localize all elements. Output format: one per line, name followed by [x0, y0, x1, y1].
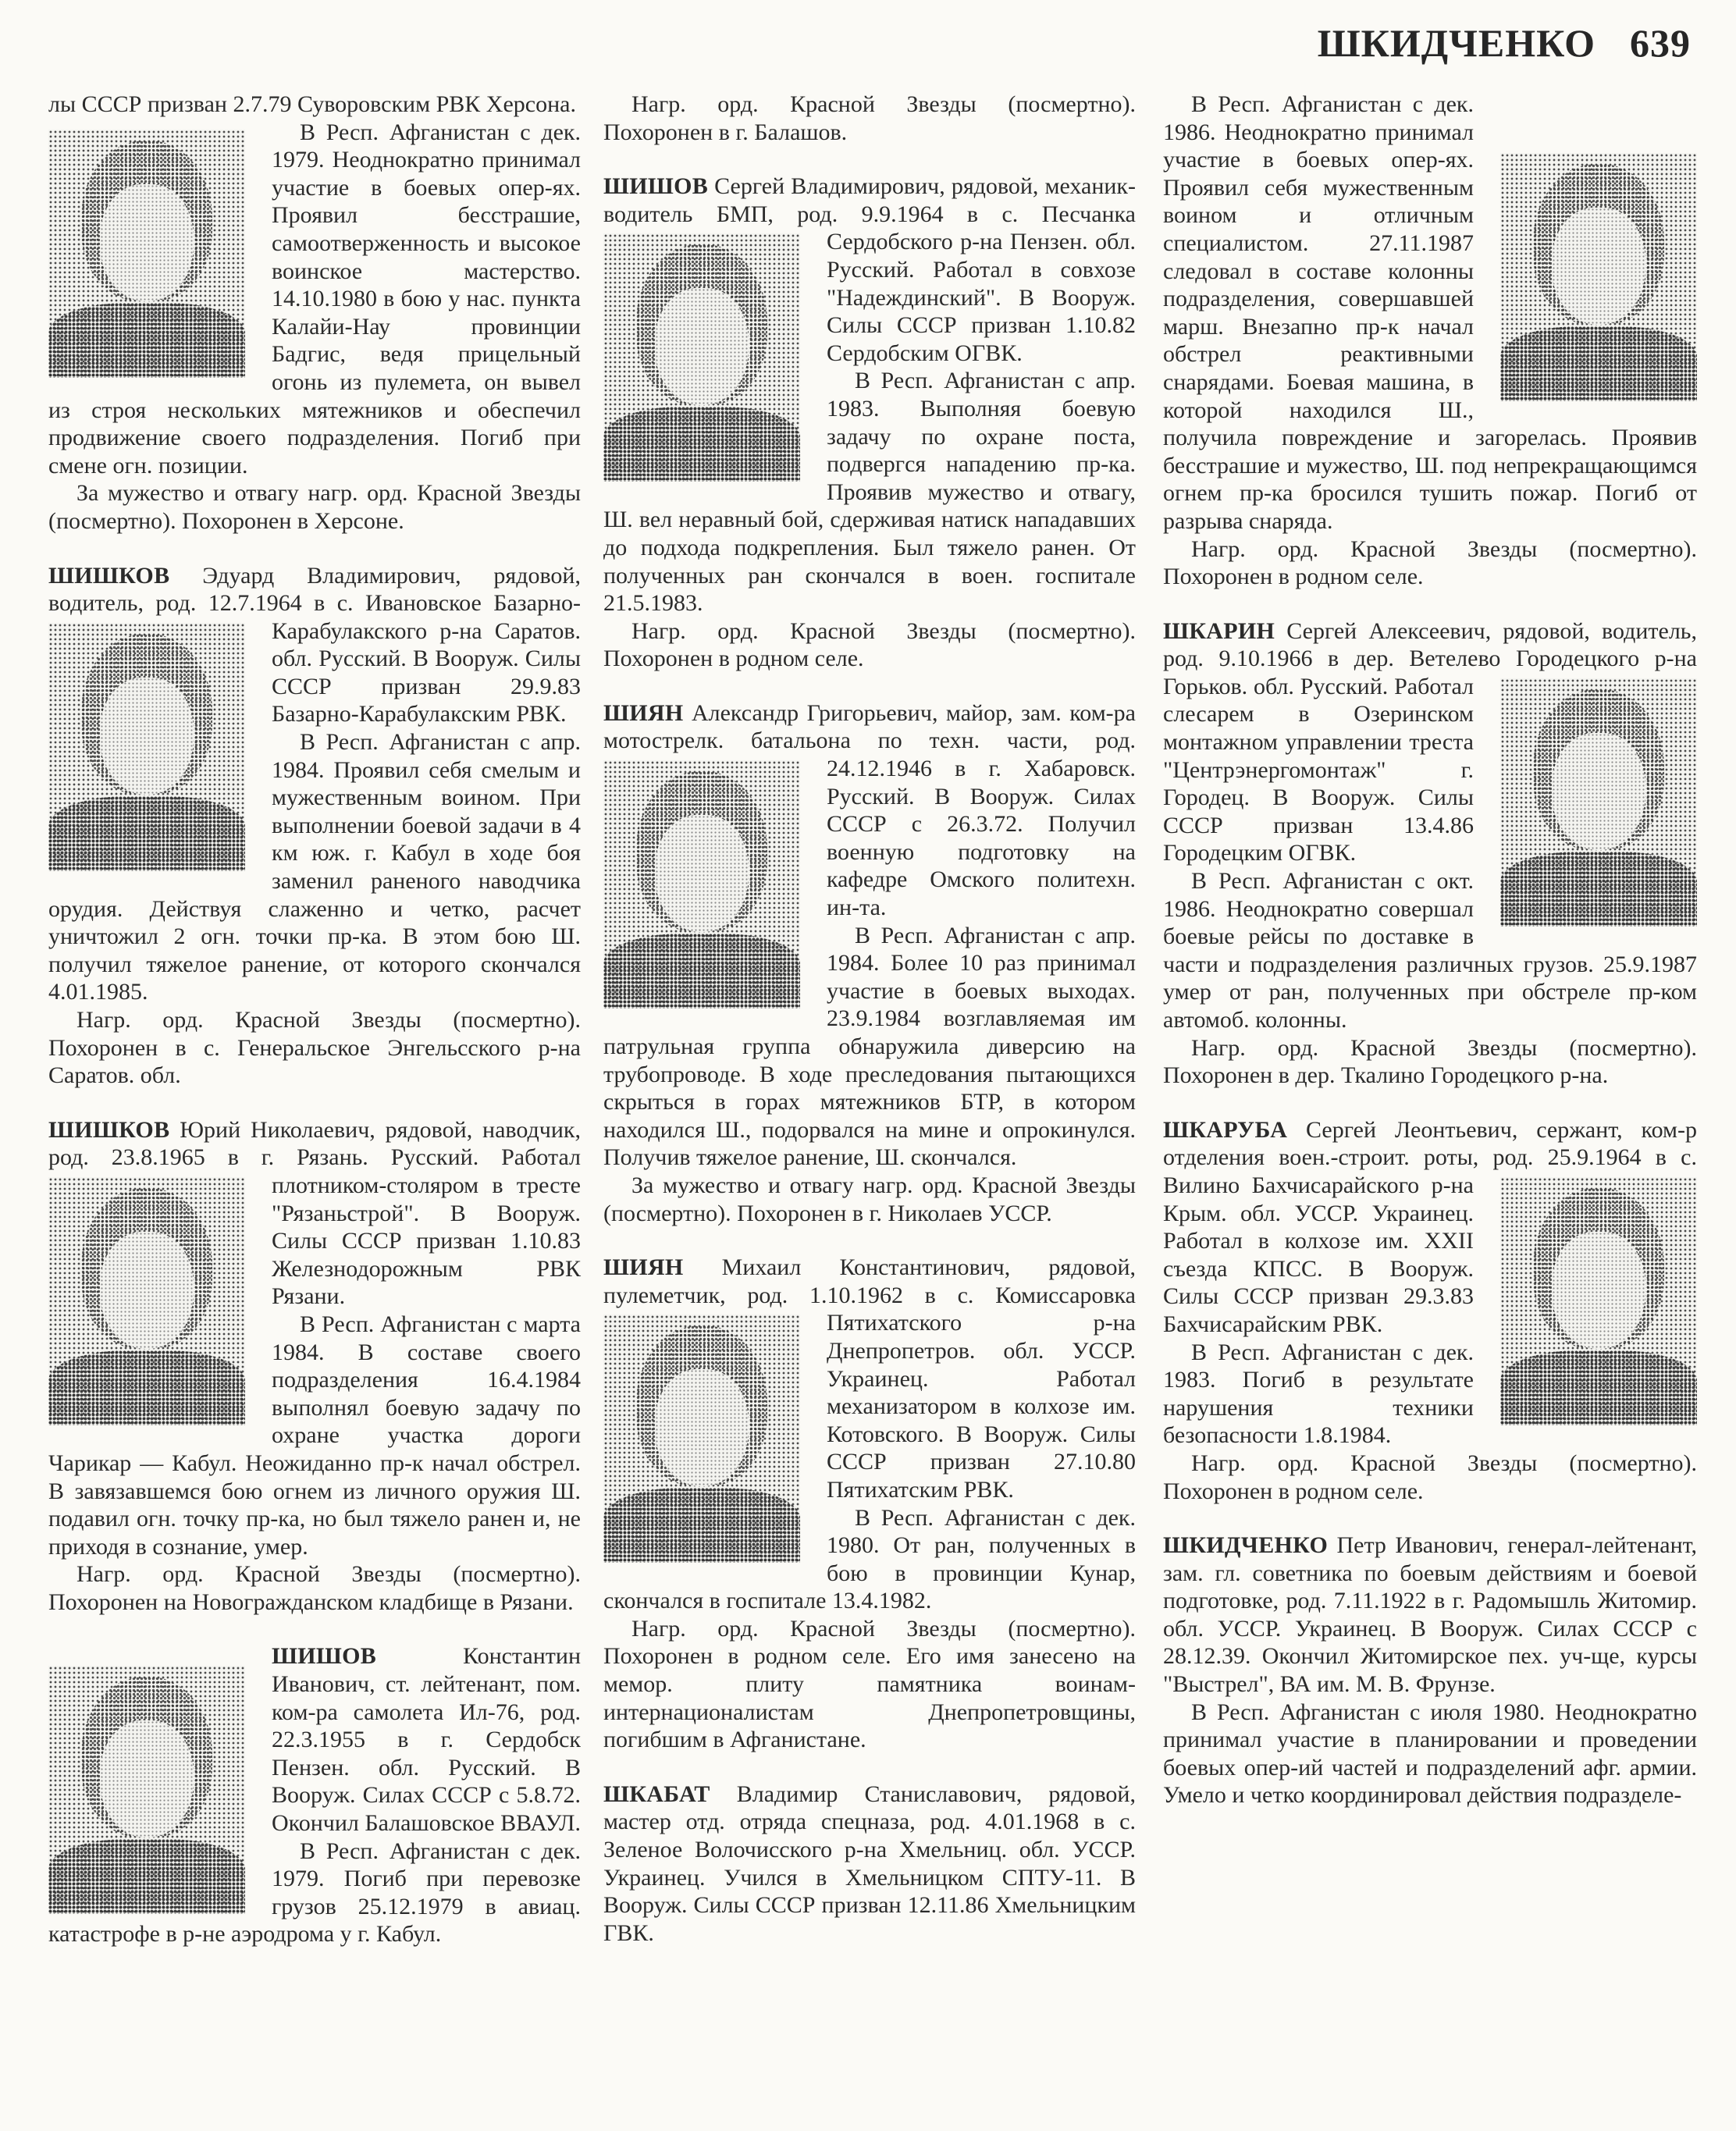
- entry-body: В Респ. Афганистан с дек. 1980. От ран, полученных в бою в провинции Кунар, скончался в госпитале 13.4.1982.: [603, 1504, 1136, 1614]
- entry-shkabat: [603, 1781, 1136, 1948]
- portrait-photo: [48, 1177, 245, 1425]
- column-1: [48, 91, 581, 1948]
- entry-body: В Респ. Афганистан с дек. 1979. Погиб при перевозке грузов 25.12.1979 в авиац. катастрофе в р-не аэродрома у г. Кабул.: [48, 1837, 581, 1948]
- entry-shiyan-alexander: [603, 699, 1136, 1227]
- running-head: [1318, 20, 1691, 66]
- portrait-photo: [603, 760, 800, 1009]
- portrait-photo: [48, 130, 245, 378]
- entry-award: Нагр. орд. Красной Звезды (посмертно). Похоронен в с. Генеральское Энгельсского р-на Саратов. обл.: [48, 1007, 581, 1089]
- entry-shkabat-cont: [1163, 91, 1697, 591]
- entry-body: В Респ. Афганистан с дек. 1983. Погиб в результате нарушения техники безопасности 1.8.1984.: [1163, 1339, 1474, 1449]
- entry-award: За мужество и отвагу нагр. орд. Красной Звезды (посмертно). Похоронен в Херсоне.: [48, 480, 581, 534]
- entry-body: В Респ. Афганистан с апр. 1984. Проявил себя смелым и мужественным воином. При выполнении боевой задачи в 4 км юж. г. Кабул в ходе боя заменил раненого наводчика орудия. Действуя слаженно и четко, расчет уничтожил 2 огн. точки пр-ка. В этом бою Ш. получил тяжелое ранение, от которого скончался 4.01.1985.: [48, 729, 581, 1005]
- entry-body: В Респ. Афганистан с дек. 1986. Неоднократно принимал участие в боевых опер-ях. Проявил себя мужественным воином и отличным специалистом. 27.11.1987 следовал в составе колонны подразделения, совершавшей марш. Внезапно пр-к начал обстрел реактивными снарядами. Боевая машина, в которой находился Ш., получила повреждение и загорелась. Проявив бесстрашие и мужество, Ш. под непрекращающимся огнем пр-ка бросился тушить пожар. Погиб от разрыва снаряда.: [1163, 91, 1697, 534]
- portrait-photo: [48, 1666, 245, 1914]
- entry-shkidchenko: [1163, 1532, 1697, 1809]
- entry-surname: ШИШКОВ: [48, 1116, 170, 1143]
- entry-shishkov-eduard: [48, 562, 581, 1090]
- entry-intro-text: Юрий Николаевич, рядовой, наводчик, род. 23.8.1965 в г. Рязань. Русский. Работал плотником-столяром в тресте "Рязаньстрой". В Вооруж. Силы СССР призван 1.10.83 Железнодорожным РВК Рязани.: [48, 1116, 581, 1310]
- entry-intro-text: Александр Григорьевич, майор, зам. ком-ра мотострелк. батальона по техн. части, род. 24.12.1946 в г. Хабаровск. Русский. В Вооруж. Силах СССР с 26.3.72. Получил военную подготовку на кафедре Омского политехн. ин-та.: [603, 699, 1136, 921]
- entry-intro: [603, 1781, 1136, 1948]
- entry-surname: ШИШОВ: [603, 173, 709, 200]
- entry-shishov-konstantin-cont: [603, 91, 1136, 146]
- column-3: [1163, 91, 1697, 1809]
- entry-surname: ШИЯН: [603, 1254, 684, 1281]
- entry-award: За мужество и отвагу нагр. орд. Красной Звезды (посмертно). Похоронен в г. Николаев УССР.: [603, 1172, 1136, 1226]
- entry-shishkov-yuri: [48, 1116, 581, 1617]
- portrait-photo: [1500, 1177, 1697, 1425]
- entry-award: Нагр. орд. Красной Звезды (посмертно). Похоронен в г. Балашов.: [603, 91, 1136, 145]
- entry-body: В Респ. Афганистан с марта 1984. В составе своего подразделения 16.4.1984 выполнял боевую задачу по охране участка дороги Чарикар — Кабул. Неожиданно пр-к начал обстрел. В завязавшемся бою огнем из личного оружия Ш. подавил огн. точку пр-ка, но был тяжело ранен и, не приходя в сознание, умер.: [48, 1311, 581, 1560]
- portrait-photo: [1500, 678, 1697, 927]
- entry-body: В Респ. Афганистан с апр. 1984. Более 10 раз принимал участие в боевых выходах. 23.9.1984 возглавляемая им патрульная группа обнаружила диверсию на трубопроводе. В ходе преследования пытающихся скрыться в горах мятежников БТР, в котором находился Ш., подорвался на мине и опрокинулся. Получив тяжелое ранение, Ш. скончался.: [603, 922, 1136, 1171]
- entry-body: В Респ. Афганистан с апр. 1983. Выполняя боевую задачу по охране поста, подвергся нападению пр-ка. Проявив мужество и отвагу, Ш. вел неравный бой, сдерживая натиск нападавших до подхода подкрепления. Был тяжело ранен. От полученных ран скончался в воен. госпитале 21.5.1983.: [603, 368, 1136, 617]
- entry-award: Нагр. орд. Красной Звезды (посмертно). Похоронен на Новогражданском кладбище в Рязани.: [48, 1561, 581, 1615]
- portrait-photo: [603, 233, 800, 482]
- entry-surname: ШКАБАТ: [603, 1781, 710, 1807]
- entry-award: Нагр. орд. Красной Звезды (посмертно). Похоронен в дер. Ткалино Городецкого р-на.: [1163, 1034, 1697, 1089]
- entry-shiyan-mikhail: [603, 1254, 1136, 1754]
- entry-intro: [1163, 1532, 1697, 1699]
- entry-shkarin: [1163, 617, 1697, 1090]
- entry-body: В Респ. Афганистан с июля 1980. Неоднократно принимал участие в планировании и проведении боевых опер-ий частей и подразделений афг. армии. Умело и четко координировал действия подразделе-: [1163, 1699, 1697, 1809]
- entry-award: Нагр. орд. Красной Звезды (посмертно). Похоронен в родном селе.: [603, 617, 1136, 672]
- entry-intro-text: Сергей Владимирович, рядовой, механик-водитель БМП, род. 9.9.1964 в с. Песчанка Сердобского р-на Пензен. обл. Русский. Работал в совхозе "Надеждинский". В Вооруж. Силы СССР призван 1.10.82 Сердобским ОГВК.: [603, 173, 1136, 366]
- page-number: 639: [1630, 21, 1691, 65]
- entry-intro-text: Константин Иванович, ст. лейтенант, пом. ком-ра самолета Ил-76, род. 22.3.1955 в г. Сердобск Пензен. обл. Русский. В Вооруж. Силах СССР с 5.8.72. Окончил Балашовское ВВАУЛ.: [272, 1643, 581, 1837]
- portrait-photo: [1500, 153, 1697, 401]
- entry-body: В Респ. Афганистан с дек. 1979. Неоднократно принимал участие в боевых опер-ях. Проявил бесстрашие, самоотверженность и высокое воинское мастерство. 14.10.1980 в бою у нас. пункта Калайи-Нау провинции Бадгис, ведя прицельный огонь из пулемета, он вывел из строя нескольких мятежников и обеспечил продвижение своего подразделения. Погиб при смене огн. позиции.: [48, 119, 581, 478]
- entry-intro-text: Михаил Константинович, рядовой, пулеметчик, род. 1.10.1962 в с. Комиссаровка Пятихатского р-на Днепропетров. обл. УССР. Украинец. Работал механизатором в колхозе им. Котовского. В Вооруж. Силы СССР призван 27.10.80 Пятихатским РВК.: [603, 1254, 1136, 1503]
- entry-continuation: [48, 91, 581, 535]
- entry-surname: ШИШКОВ: [48, 562, 170, 589]
- entry-intro-text: Владимир Станиславович, рядовой, мастер отд. отряда спецназа, род. 4.01.1968 в с. Зеленое Волочисского р-на Хмельниц. обл. УССР. Украинец. Учился в Хмельницком СПТУ-11. В Вооруж. Силы СССР призван 12.11.86 Хмельницким ГВК.: [603, 1781, 1136, 1946]
- entry-award: Нагр. орд. Красной Звезды (посмертно). Похоронен в родном селе.: [1163, 1450, 1697, 1504]
- entry-intro-text: Петр Иванович, генерал-лейтенант, зам. гл. советника по боевым действиям и боевой подготовке, род. 7.11.1922 в г. Радомышль Житомир. обл. УССР. Украинец. В Вооруж. Силах СССР с 28.12.39. Окончил Житомирское пех. уч-ще, курсы "Выстрел", ВА им. М. В. Фрунзе.: [1163, 1532, 1697, 1698]
- entry-intro-text: Сергей Алексеевич, рядовой, водитель, род. 9.10.1966 в дер. Ветелево Городецкого р-на Горьков. обл. Русский. Работал слесарем в Озеринском монтажном управлении треста "Центрэнергомонтаж" г. Городец. В Вооруж. Силы СССР призван 13.4.86 Городецким ОГВК.: [1163, 617, 1697, 866]
- entry-surname: ШКИДЧЕНКО: [1163, 1532, 1329, 1559]
- entry-shishov-sergei: [603, 173, 1136, 673]
- portrait-photo: [48, 623, 245, 871]
- entry-surname: ШКАРИН: [1163, 617, 1275, 644]
- entry-body: В Респ. Афганистан с окт. 1986. Неоднократно совершал боевые рейсы по доставке в части и подразделения различных грузов. 25.9.1987 умер от ран, полученных при обстреле пр-ком автомоб. колонны.: [1163, 868, 1697, 1033]
- entry-shkaruba: [1163, 1116, 1697, 1505]
- entry-surname: ШИЯН: [603, 699, 684, 726]
- entry-surname: ШИШОВ: [272, 1643, 377, 1670]
- running-head-title: ШКИДЧЕНКО: [1317, 21, 1595, 65]
- entry-award: Нагр. орд. Красной Звезды (посмертно). Похоронен в родном селе.: [1163, 535, 1697, 590]
- entry-award: Нагр. орд. Красной Звезды (посмертно). Похоронен в родном селе. Его имя занесено на мемор. плиту памятника воинам-интернационалистам Днепропетровщины, погибшим в Афганистане.: [603, 1615, 1136, 1753]
- entry-surname: ШКАРУБА: [1163, 1116, 1288, 1143]
- entry-continuation-text: лы СССР призван 2.7.79 Суворовским РВК Херсона.: [48, 91, 576, 117]
- column-2: [603, 91, 1136, 1947]
- entry-intro-text: Сергей Леонтьевич, сержант, ком-р отделения воен.-строит. роты, род. 25.9.1964 в с. Вилино Бахчисарайского р-на Крым. обл. УССР. Украинец. Работал в колхозе им. XXII съезда КПСС. В Вооруж. Силы СССР призван 29.3.83 Бахчисарайским РВК.: [1163, 1116, 1697, 1337]
- portrait-photo: [603, 1315, 800, 1563]
- entry-intro-text: Эдуард Владимирович, рядовой, водитель, род. 12.7.1964 в с. Ивановское Базарно-Карабулакского р-на Саратов. обл. Русский. В Вооруж. Силы СССР призван 29.9.83 Базарно-Карабулакским РВК.: [48, 562, 581, 728]
- entry-shishov-konstantin: [48, 1642, 581, 1948]
